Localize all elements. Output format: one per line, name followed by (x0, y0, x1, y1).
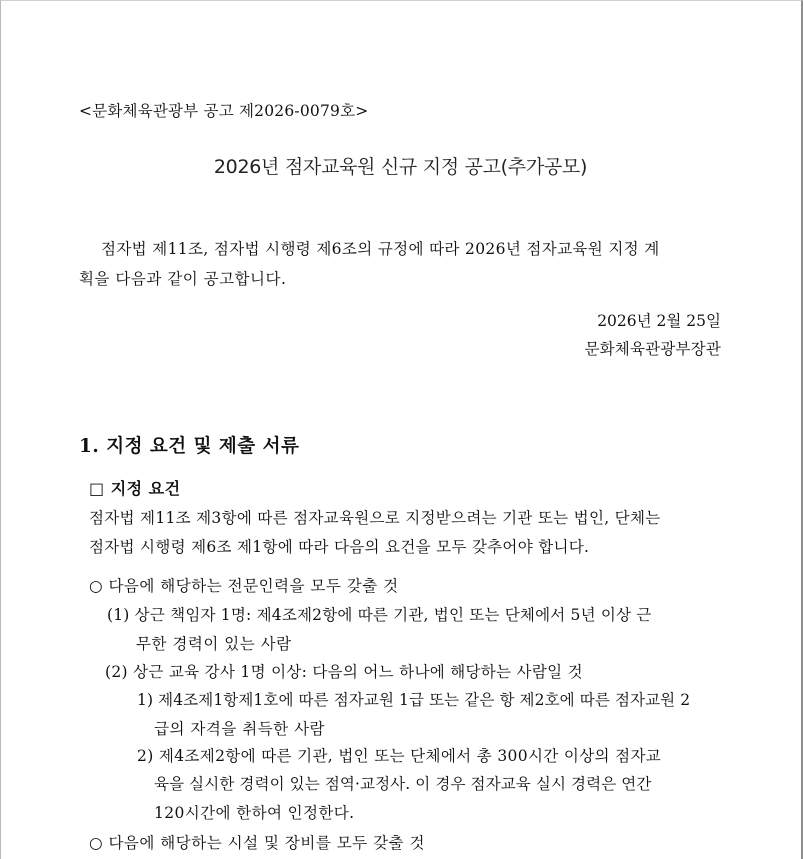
sub-item-2-line-1: 2) 제4조제2항에 따른 기관, 법인 또는 단체에서 총 300시간 이상의 점자교 (137, 747, 662, 765)
item-2: (2) 상근 교육 강사 1명 이상: 다음의 어느 하나에 해당하는 사람일 것 (105, 663, 583, 681)
issuer-name: 문화체육관광부장관 (584, 340, 721, 358)
intro-line-1: 점자법 제11조, 점자법 시행령 제6조의 규정에 따라 2026년 점자교육원 지정 계 (101, 240, 660, 258)
sub-item-1-line-1: 1) 제4조제1항제1호에 따른 점자교원 1급 또는 같은 항 제2호에 따른 점자교원 2 (137, 691, 691, 709)
requirement-paragraph-line-1: 점자법 제11조 제3항에 따른 점자교육원으로 지정받으려는 기관 또는 법인, 단체는 (89, 509, 661, 527)
bullet-personnel: ○ 다음에 해당하는 전문인력을 모두 갖출 것 (89, 577, 399, 595)
notice-date: 2026년 2월 25일 (597, 312, 721, 330)
bullet-facilities: ○ 다음에 해당하는 시설 및 장비를 모두 갖출 것 (89, 834, 425, 852)
sub-item-2-line-3: 120시간에 한하여 인정한다. (154, 804, 355, 822)
document-title: 2026년 점자교육원 신규 지정 공고(추가공모) (213, 156, 588, 178)
requirement-paragraph-line-2: 점자법 시행령 제6조 제1항에 따라 다음의 요건을 모두 갖추어야 합니다. (89, 538, 590, 556)
intro-line-2: 획을 다음과 같이 공고합니다. (79, 270, 287, 288)
item-1-line-1: (1) 상근 책임자 1명: 제4조제2항에 따른 기관, 법인 또는 단체에서 5년 이상 근 (107, 606, 652, 624)
sub-item-1-line-2: 급의 자격을 취득한 사람 (154, 720, 326, 738)
item-1-line-2: 무한 경력이 있는 사람 (136, 635, 292, 653)
section-heading: 1. 지정 요건 및 제출 서류 (79, 436, 300, 457)
sub-item-2-line-2: 육을 실시한 경력이 있는 점역·교정사. 이 경우 점자교육 실시 경력은 연간 (154, 775, 652, 793)
notice-number: <문화체육관광부 공고 제2026-0079호> (79, 102, 369, 120)
subsection-heading: □ 지정 요건 (89, 479, 181, 498)
